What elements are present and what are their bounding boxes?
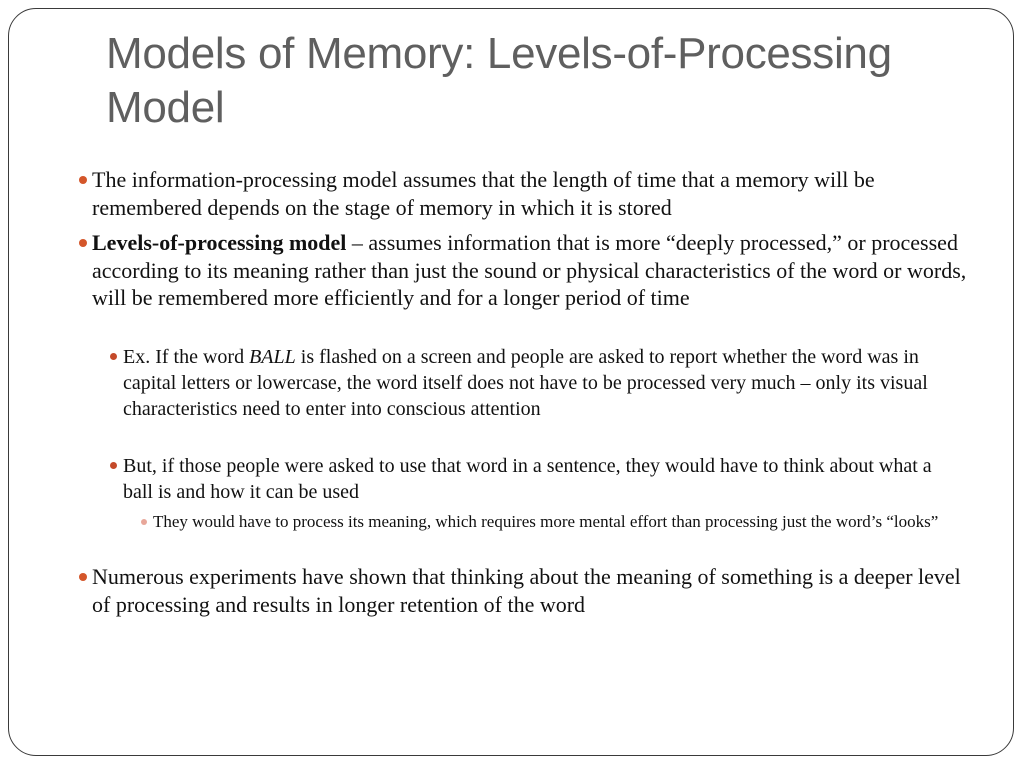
slide-title: Models of Memory: Levels-of-Processing Model [106, 29, 892, 132]
bullet-levels-of-processing [92, 229, 972, 312]
bullet-dot-icon [79, 176, 87, 184]
bullet-dot-icon [110, 462, 117, 469]
example-suffix: is flashed on a screen and people are asked to report whether the word was in capital letters or lowercase, the word itself does not have to be processed very much – only its visual characteristics need to enter into conscious attention [123, 346, 928, 420]
bullet-information-processing [92, 166, 972, 221]
example-word: BALL [249, 346, 296, 368]
sub-sub-bullet-meaning [153, 511, 963, 532]
bullet-dot-icon [141, 519, 147, 525]
bullet-text: Numerous experiments have shown that thinking about the meaning of something is a deeper level of processing and results in longer retention of the word [92, 564, 961, 617]
bullet-text [123, 344, 963, 422]
sub-bullet-example [123, 344, 963, 422]
bullet-definition: – assumes information that is more “deeply processed,” or processed according to its meaning rather than just the sound or physical characteristics of the word or words, will be remembered more efficiently and for a longer period of time [92, 230, 967, 310]
example-prefix: Ex. If the word [123, 346, 250, 368]
sub-bullet-sentence [123, 453, 963, 505]
bullet-text: They would have to process its meaning, which requires more mental effort than processing just the word’s “looks” [153, 512, 939, 531]
bullet-experiments [92, 563, 972, 618]
bullet-dot-icon [110, 353, 117, 360]
bullet-term: Levels-of-processing model [92, 230, 347, 255]
bullet-text: The information-processing model assumes that the length of time that a memory will be remembered depends on the stage of memory in which it is stored [92, 167, 875, 220]
bullet-dot-icon [79, 239, 87, 247]
bullet-dot-icon [79, 573, 87, 581]
bullet-text: But, if those people were asked to use that word in a sentence, they would have to think about what a ball is and how it can be used [123, 455, 932, 503]
bullet-text [92, 229, 972, 312]
